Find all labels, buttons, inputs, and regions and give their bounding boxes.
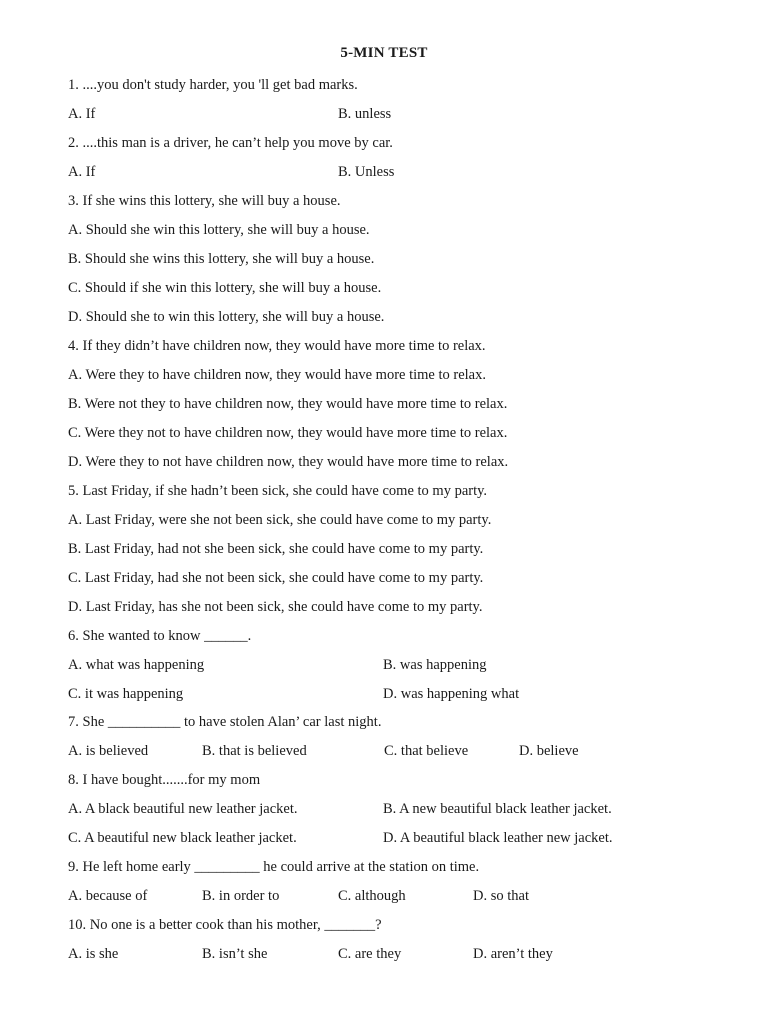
question-6-option-a: A. what was happening bbox=[68, 657, 205, 673]
question-9-option-a: A. because of bbox=[68, 888, 148, 904]
question-3-option-c: C. Should if she win this lottery, she will buy a house. bbox=[68, 280, 382, 296]
question-2-option-b: B. Unless bbox=[338, 164, 395, 180]
question-8-stem: 8. I have bought.......for my mom bbox=[68, 772, 261, 788]
question-3-stem: 3. If she wins this lottery, she will buy a house. bbox=[68, 193, 341, 209]
question-4-stem: 4. If they didn’t have children now, they would have more time to relax. bbox=[68, 338, 486, 354]
question-10-option-d: D. aren’t they bbox=[473, 946, 553, 962]
question-6-option-c: C. it was happening bbox=[68, 686, 184, 702]
question-4-option-a: A. Were they to have children now, they would have more time to relax. bbox=[68, 367, 486, 383]
question-3-option-d: D. Should she to win this lottery, she will buy a house. bbox=[68, 309, 385, 325]
question-9-option-d: D. so that bbox=[473, 888, 529, 904]
question-8-option-d: D. A beautiful black leather new jacket. bbox=[383, 830, 613, 846]
question-5-stem: 5. Last Friday, if she hadn’t been sick, she could have come to my party. bbox=[68, 483, 488, 499]
question-4-option-d: D. Were they to not have children now, they would have more time to relax. bbox=[68, 454, 509, 470]
question-1-option-a: A. If bbox=[68, 106, 96, 122]
question-3-option-a: A. Should she win this lottery, she will buy a house. bbox=[68, 222, 370, 238]
question-10-option-b: B. isn’t she bbox=[202, 946, 268, 962]
question-5-option-d: D. Last Friday, has she not been sick, she could have come to my party. bbox=[68, 599, 483, 615]
question-7-option-c: C. that believe bbox=[384, 743, 469, 759]
question-7-option-d: D. believe bbox=[519, 743, 579, 759]
question-8-option-c: C. A beautiful new black leather jacket. bbox=[68, 830, 297, 846]
question-3-option-b: B. Should she wins this lottery, she will buy a house. bbox=[68, 251, 375, 267]
question-6-stem: 6. She wanted to know ______. bbox=[68, 628, 252, 644]
question-5-option-c: C. Last Friday, had she not been sick, she could have come to my party. bbox=[68, 570, 484, 586]
question-7-option-a: A. is believed bbox=[68, 743, 149, 759]
question-7-option-b: B. that is believed bbox=[202, 743, 307, 759]
question-4-option-b: B. Were not they to have children now, they would have more time to relax. bbox=[68, 396, 508, 412]
question-10-option-a: A. is she bbox=[68, 946, 119, 962]
question-1-option-b: B. unless bbox=[338, 106, 392, 122]
question-9-stem: 9. He left home early _________ he could arrive at the station on time. bbox=[68, 859, 480, 875]
question-1-stem: 1. ....you don't study harder, you 'll get bad marks. bbox=[68, 77, 358, 93]
question-2-option-a: A. If bbox=[68, 164, 96, 180]
question-7-stem: 7. She __________ to have stolen Alan’ car last night. bbox=[68, 714, 382, 730]
page-title: 5-MIN TEST bbox=[340, 45, 428, 61]
question-8-option-a: A. A black beautiful new leather jacket. bbox=[68, 801, 298, 817]
question-10-stem: 10. No one is a better cook than his mother, _______? bbox=[68, 917, 382, 933]
question-6-option-d: D. was happening what bbox=[383, 686, 520, 702]
question-8-option-b: B. A new beautiful black leather jacket. bbox=[383, 801, 612, 817]
question-5-option-a: A. Last Friday, were she not been sick, she could have come to my party. bbox=[68, 512, 492, 528]
question-2-stem: 2. ....this man is a driver, he can’t help you move by car. bbox=[68, 135, 393, 151]
question-5-option-b: B. Last Friday, had not she been sick, she could have come to my party. bbox=[68, 541, 484, 557]
question-9-option-c: C. although bbox=[338, 888, 406, 904]
question-10-option-c: C. are they bbox=[338, 946, 402, 962]
question-9-option-b: B. in order to bbox=[202, 888, 280, 904]
question-4-option-c: C. Were they not to have children now, they would have more time to relax. bbox=[68, 425, 508, 441]
question-6-option-b: B. was happening bbox=[383, 657, 487, 673]
